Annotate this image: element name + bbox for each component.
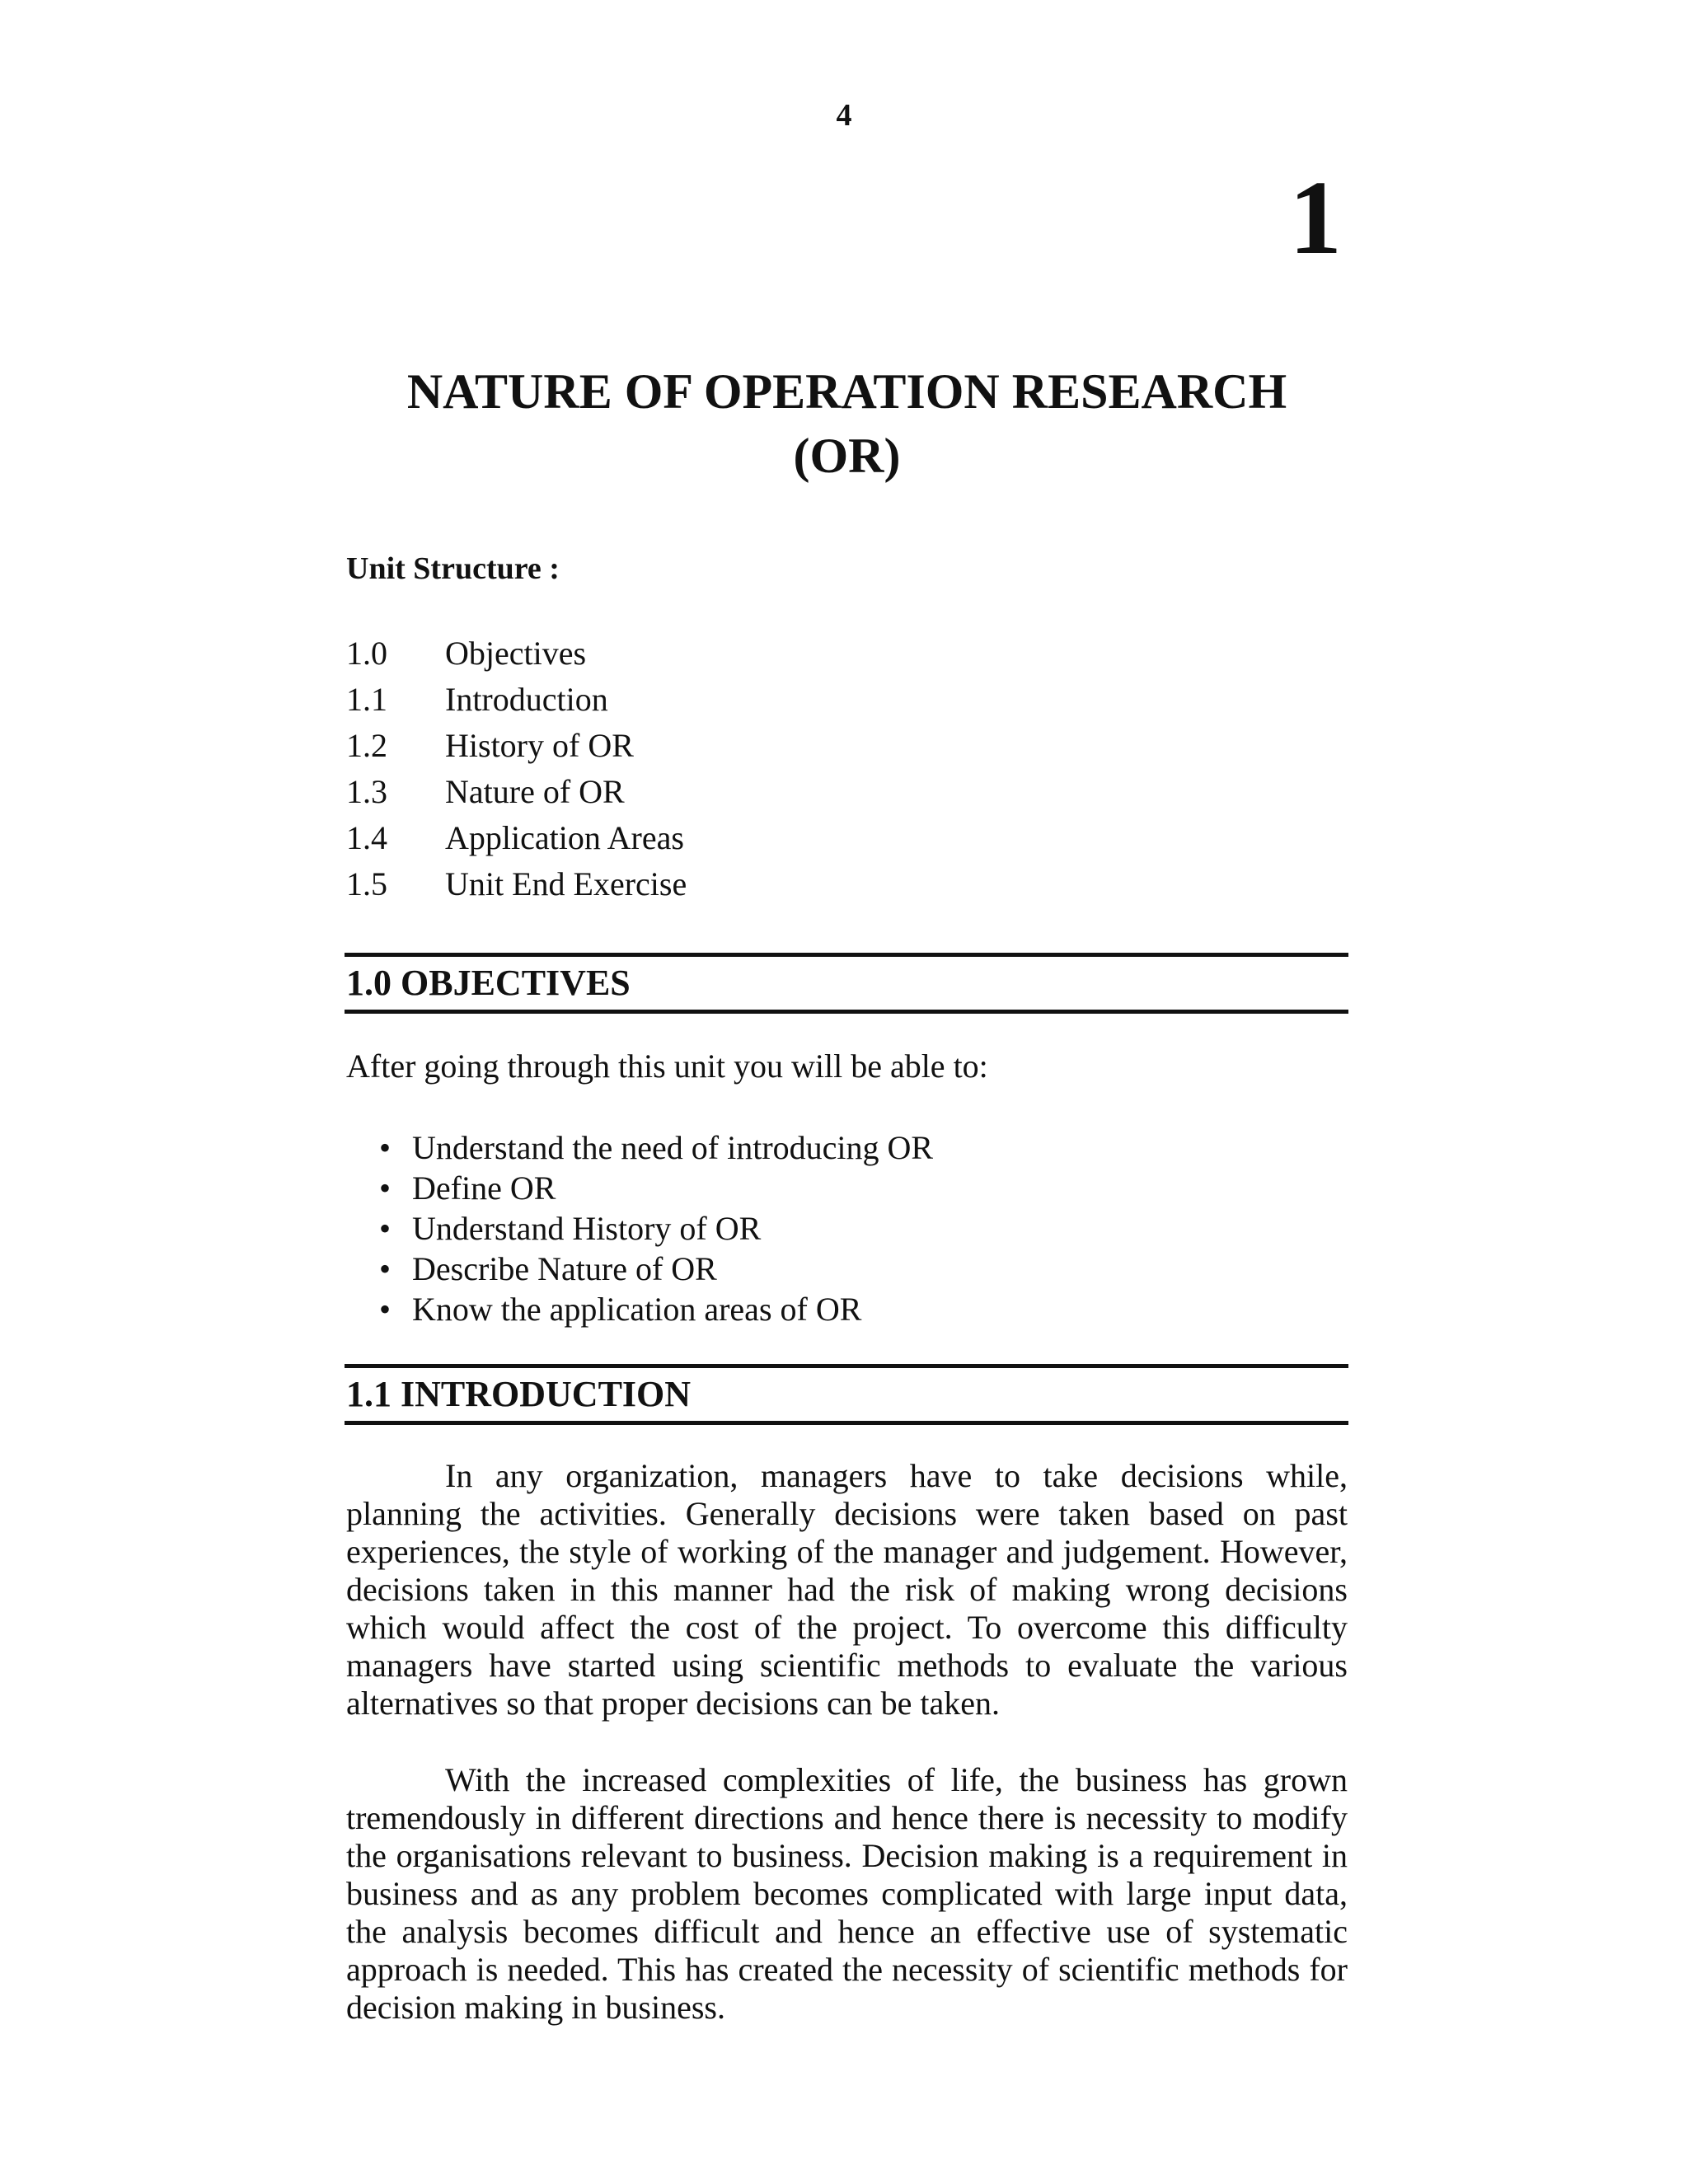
toc-item-number: 1.5 xyxy=(346,865,387,902)
objectives-intro: After going through this unit you will be able to: xyxy=(346,1047,988,1085)
toc-item-number: 1.3 xyxy=(346,773,387,810)
chapter-number: 1 xyxy=(1289,159,1342,276)
objective-text: Know the application areas of OR xyxy=(412,1291,862,1328)
chapter-title-line1: NATURE OF OPERATION RESEARCH xyxy=(406,364,1287,419)
objectives-list xyxy=(379,1127,934,1329)
list-item xyxy=(379,1168,933,1208)
list-item xyxy=(379,1127,934,1168)
toc-item xyxy=(346,861,687,907)
toc-item-label: History of OR xyxy=(445,727,634,764)
page-number: 4 xyxy=(836,98,852,133)
toc-item-number: 1.0 xyxy=(346,635,387,672)
bullet-icon: • xyxy=(379,1291,392,1328)
objective-text: Describe Nature of OR xyxy=(412,1250,717,1287)
objective-text: Understand History of OR xyxy=(412,1210,762,1247)
bullet-icon: • xyxy=(379,1169,392,1207)
bullet-icon: • xyxy=(379,1129,392,1166)
toc-item-number: 1.1 xyxy=(346,681,387,718)
objective-text: Define OR xyxy=(412,1169,556,1207)
list-item xyxy=(379,1289,933,1329)
bullet-icon: • xyxy=(379,1210,392,1247)
toc-item xyxy=(346,677,687,723)
introduction-section-header xyxy=(345,1364,1348,1425)
toc-item-label: Application Areas xyxy=(445,819,684,856)
introduction-heading: 1.1 INTRODUCTION xyxy=(346,1374,692,1414)
list-item xyxy=(379,1208,933,1249)
introduction-paragraph-1: In any organization, managers have to take decisions while, planning the activities. Generally decisions were taken based on past experiences, the style of working of the manager and judgement. However, decisions taken in this manner had the risk of making wrong decisions which would affect the cost of the project. To overcome this difficulty managers have started using scientific methods to evaluate the various alternatives so that proper decisions can be taken. xyxy=(346,1457,1348,1722)
toc-item xyxy=(346,723,687,769)
toc-item-label: Objectives xyxy=(445,635,587,672)
objectives-heading: 1.0 OBJECTIVES xyxy=(346,963,631,1003)
toc-item xyxy=(346,815,687,861)
toc-item-label: Introduction xyxy=(445,681,608,718)
toc-item-number: 1.4 xyxy=(346,819,387,856)
objectives-section-header xyxy=(345,953,1348,1014)
introduction-paragraph-2: With the increased complexities of life, the business has grown tremendously in different directions and hence there is necessity to modify the organisations relevant to business. Decision making is a requirement in business and as any problem becomes complicated with large input data, the analysis becomes difficult and hence an effective use of systematic approach is needed. This has created the necessity of scientific methods for decision making in business. xyxy=(346,1761,1348,2026)
unit-structure-list xyxy=(346,630,687,907)
chapter-title-line2: (OR) xyxy=(793,429,901,483)
objective-text: Understand the need of introducing OR xyxy=(412,1129,934,1166)
toc-item xyxy=(346,769,687,815)
bullet-icon: • xyxy=(379,1250,392,1287)
chapter-title xyxy=(346,359,1348,488)
toc-item-label: Nature of OR xyxy=(445,773,625,810)
list-item xyxy=(379,1249,933,1289)
toc-item-label: Unit End Exercise xyxy=(445,865,687,902)
toc-item-number: 1.2 xyxy=(346,727,387,764)
unit-structure-heading: Unit Structure : xyxy=(346,551,560,586)
toc-item xyxy=(346,630,687,677)
